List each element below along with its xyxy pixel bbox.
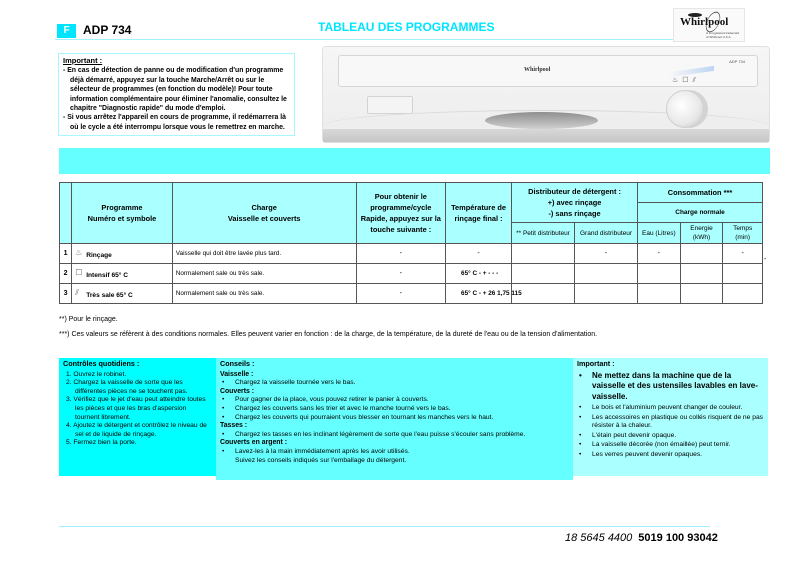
- important-note-item: - En cas de détection de panne ou de modification d'un programme déjà démarré, appuyez sur la touche Marche/Arrêt ou sur le sélecteur de programmes (en fonction du modèle)! Pour toute information complémentaire pour éliminer l'anomalie, consultez le chapitre "Diagnostic rapide" du mode d'emploi.: [63, 67, 287, 113]
- rapid-cell: -: [356, 264, 445, 284]
- important-item: • L'étain peut devenir opaque.: [577, 432, 764, 441]
- col-program-header: [72, 183, 173, 244]
- important-note-title: Important :: [63, 56, 103, 65]
- important-box-title: Important :: [577, 359, 615, 368]
- important-note-item: - Si vous arrêtez l'appareil en cours de programme, il redémarrera là où le cycle a été interrompu lorsque vous le remettrez en marche.: [63, 114, 286, 131]
- table-row: [60, 244, 763, 264]
- col-num-header: [60, 183, 72, 244]
- footnote-values: ***) Ces valeurs se réfèrent à des conditions normales. Elles peuvent varier en fonction : de la charge, de la température, de la dureté de l'eau ou de la tension d'alimentation.: [59, 331, 598, 338]
- heavy-soil-icon: ⫽: [692, 77, 700, 84]
- row-number: 3: [60, 284, 72, 304]
- program-cell: [72, 284, 173, 304]
- daily-check-item: 4. Ajoutez le détergent et contrôlez le niveau de sel et de liquide de rinçage.: [66, 422, 207, 438]
- panel-slot: [367, 96, 413, 114]
- daily-check-item: 1. Ouvrez le robinet.: [66, 370, 127, 378]
- tip-item: • Chargez les tasses en les inclinant légèrement de sorte que l'eau puisse s'écouler sans problème.: [220, 431, 569, 440]
- col-energy-header: Energie (kWh): [680, 223, 723, 244]
- col-large-dispenser-header: Grand distributeur: [575, 223, 638, 244]
- water-cell: -: [638, 244, 681, 264]
- document-number: [565, 532, 718, 544]
- row-number: 1: [60, 244, 72, 264]
- document-number-left: 18 5645 4400: [565, 532, 633, 544]
- temp-cell: [446, 284, 522, 304]
- energy-cell: [680, 264, 723, 284]
- energy-cell: [680, 284, 723, 304]
- logo-trademark: is a registered trademark of Whirlpool U.S.A.: [706, 31, 740, 39]
- col-water-header: Eau (Litres): [638, 223, 681, 244]
- daily-checks-title: Contrôles quotidiens :: [63, 359, 140, 368]
- charge-cell: Normalement sale ou très sale.: [172, 264, 356, 284]
- normal-load-header: [638, 203, 763, 223]
- control-panel-illustration: [322, 46, 770, 143]
- language-badge: F: [57, 24, 76, 38]
- small-dispenser-cell: [512, 244, 575, 264]
- large-dispenser-cell: [575, 264, 638, 284]
- program-name: Très sale 65° C: [86, 292, 133, 299]
- large-dispenser-cell: -: [575, 244, 638, 264]
- footer-divider: [59, 526, 710, 527]
- stray-dash: -: [764, 256, 767, 263]
- large-dispenser-cell: [575, 284, 638, 304]
- temp-value: 65° C - + 26 1,75 115: [461, 290, 522, 297]
- page-title: TABLEAU DES PROGRAMMES: [318, 20, 495, 34]
- tips-title: Conseils :: [220, 359, 255, 368]
- panel-base: [323, 129, 769, 142]
- panel-display-strip: [338, 55, 758, 87]
- col-detergent-header: [512, 183, 638, 223]
- temp-cell: [446, 264, 512, 284]
- important-lead: • Ne mettez dans la machine que de la vaisselle et des ustensiles lavables en lave-vaisselle.: [577, 371, 764, 403]
- small-dispenser-cell: [512, 264, 575, 284]
- header-divider: [55, 39, 717, 40]
- footnote-rinse: **) Pour le rinçage.: [59, 316, 118, 323]
- tip-continuation: Suivez les conseils indiqués sur l'emballage du détergent.: [235, 456, 407, 464]
- tip-item: • Chargez les couverts qui pourraient vous blesser en tournant les manches vers le haut.: [220, 414, 569, 423]
- panel-model: ADP 734: [729, 59, 745, 64]
- rinse-icon: ♨: [75, 248, 83, 257]
- important-item: • Les accessoires en plastique ou collés risquent de ne pas résister à la chaleur.: [577, 414, 764, 431]
- tips-heading-dishes: Vaisselle :: [220, 370, 254, 378]
- daily-checks-box: [59, 358, 216, 476]
- charge-cell: Vaisselle qui doit être lavée plus tard.: [172, 244, 356, 264]
- panel-program-icons: [672, 76, 700, 85]
- whirlpool-logo: [673, 8, 745, 42]
- heavy-soil-icon: ⫽: [75, 288, 79, 297]
- time-cell: [723, 264, 763, 284]
- charge-cell: Normalement sale ou très sale.: [172, 284, 356, 304]
- tip-item: • Pour gagner de la place, vous pouvez retirer le panier à couverts.: [220, 396, 569, 405]
- tip-item: • Lavez-les à la main immédiatement après les avoir utilisés.: [220, 448, 569, 457]
- door-handle: [485, 112, 598, 129]
- cyan-band: [59, 148, 770, 174]
- program-cell: [72, 264, 173, 284]
- tips-heading-cups: Tasses :: [220, 422, 248, 430]
- row-number: 2: [60, 264, 72, 284]
- rinse-icon: ♨: [672, 77, 683, 84]
- program-selector-knob: [666, 90, 704, 128]
- rapid-cell: -: [356, 244, 445, 264]
- tip-item: • Chargez la vaisselle tournée vers le bas.: [220, 379, 569, 388]
- header-text: Charge normale: [675, 209, 725, 216]
- daily-check-item: 5. Fermez bien la porte.: [66, 439, 137, 447]
- intensive-icon: ☐: [682, 77, 693, 84]
- rapid-cell: -: [356, 284, 445, 304]
- temp-cell: -: [446, 244, 512, 264]
- tips-heading-silver: Couverts en argent :: [220, 439, 288, 447]
- important-item: • Le bois et l'aluminium peuvent changer de couleur.: [577, 404, 764, 413]
- tip-item: • Chargez les couverts sans les trier et avec le manche tourné vers le bas.: [220, 405, 569, 414]
- daily-check-item: 3. Vérifiez que le jet d'eau peut atteindre toutes les pièces et que les bras d'aspersion tournent librement.: [66, 396, 206, 421]
- time-cell: [723, 284, 763, 304]
- document-number-right: 5019 100 93042: [638, 532, 718, 544]
- header-text: Charge: [251, 202, 277, 212]
- model-number: ADP 734: [83, 23, 132, 37]
- col-consumption-header: Consommation ***: [638, 183, 763, 203]
- header-text: Vaisselle et couverts: [227, 214, 301, 223]
- energy-cell: [680, 244, 723, 264]
- important-item: • La vaisselle décorée (non émaillée) peut ternir.: [577, 441, 764, 450]
- col-time-header: Temps (min): [723, 223, 763, 244]
- logo-wordmark: Whirlpool: [680, 16, 729, 28]
- water-cell: [638, 284, 681, 304]
- header-text: +) avec rinçage: [547, 197, 602, 207]
- daily-check-item: 2. Chargez la vaisselle de sorte que les différentes pièces ne se touchent pas.: [66, 379, 188, 395]
- temp-value: 65° C - + - - -: [461, 270, 499, 277]
- panel-brand: Whirlpool: [524, 67, 551, 73]
- table-row: [60, 264, 763, 284]
- time-cell: -: [723, 244, 763, 264]
- important-box: [573, 358, 768, 476]
- important-item: • Les verres peuvent devenir opaques.: [577, 451, 764, 460]
- water-cell: [638, 264, 681, 284]
- tips-heading-cutlery: Couverts :: [220, 387, 255, 395]
- important-note: [58, 53, 295, 136]
- header-text: Numéro et symbole: [87, 214, 157, 223]
- program-cell: [72, 244, 173, 264]
- header-text: Distributeur de détergent :: [528, 186, 621, 196]
- col-charge-header: [172, 183, 356, 244]
- programs-table: [59, 182, 763, 304]
- program-name: Intensif 65° C: [86, 272, 129, 279]
- col-rapid-header: Pour obtenir le programme/cycle Rapide, appuyez sur la touche suivante :: [356, 183, 445, 244]
- col-temp-header: Température de rinçage final :: [446, 183, 512, 244]
- intensive-icon: ☐: [75, 268, 83, 277]
- header-text: -) sans rinçage: [548, 209, 601, 219]
- table-row: [60, 284, 763, 304]
- tips-box: [216, 358, 573, 480]
- program-name: Rinçage: [86, 252, 112, 259]
- header-text: Programme: [101, 202, 143, 212]
- col-small-dispenser-header: ** Petit distributeur: [512, 223, 575, 244]
